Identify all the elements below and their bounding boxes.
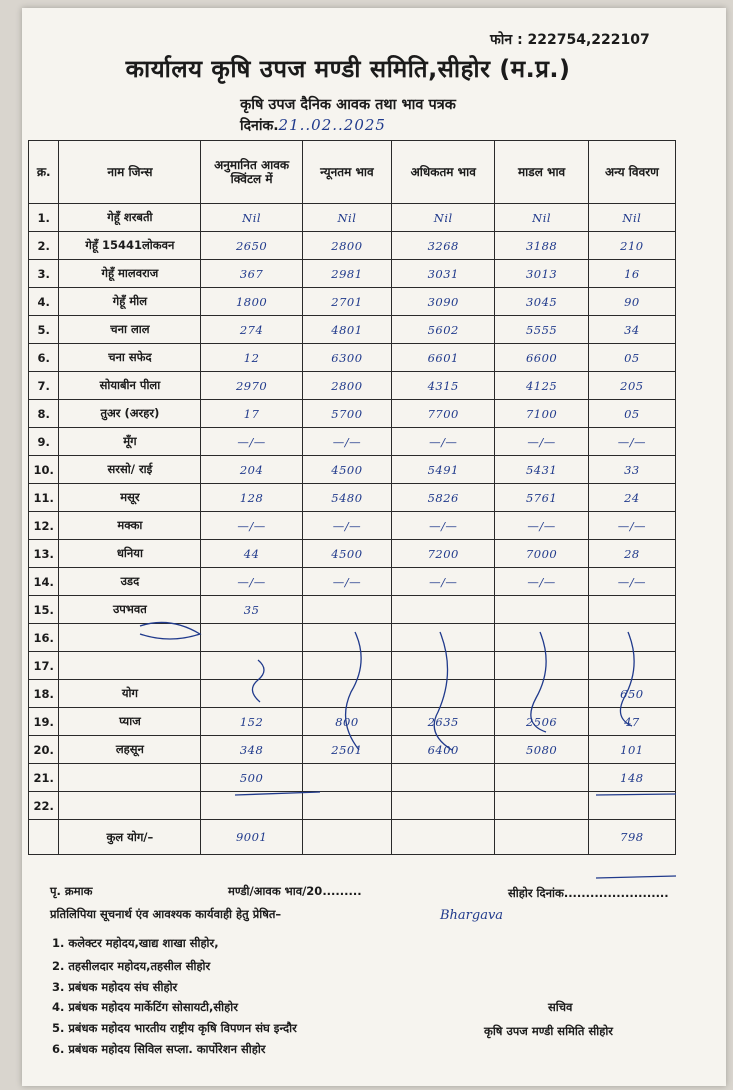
row-arrival: —/—	[201, 568, 302, 596]
row-max: 6601	[392, 344, 495, 372]
row-max: 6400	[392, 736, 495, 764]
row-other: 90	[588, 288, 675, 316]
date-value: 21..02..2025	[278, 116, 386, 134]
sehore-date: सीहोर दिनांक........................	[508, 886, 669, 900]
row-other	[588, 596, 675, 624]
row-modal	[495, 764, 588, 792]
row-arrival: 2650	[201, 232, 302, 260]
row-modal: 3013	[495, 260, 588, 288]
row-sno: 21.	[29, 764, 59, 792]
row-other: 650	[588, 680, 675, 708]
row-modal: 4125	[495, 372, 588, 400]
row-modal: 5080	[495, 736, 588, 764]
row-name: चना सफेद	[59, 344, 201, 372]
row-other: 205	[588, 372, 675, 400]
total-sno	[29, 820, 59, 855]
row-min: 2800	[302, 372, 391, 400]
table-row	[29, 596, 676, 624]
arrival-price-table	[28, 140, 676, 855]
row-name: प्याज	[59, 708, 201, 736]
recipient-5: 5. प्रबंधक महोदय भारतीय राष्ट्रीय कृषि विपणन संघ इन्दौर	[52, 1021, 297, 1035]
row-min: 2701	[302, 288, 391, 316]
row-other: 05	[588, 400, 675, 428]
row-sno: 2.	[29, 232, 59, 260]
row-max: 3090	[392, 288, 495, 316]
total-arrival: 9001	[201, 820, 302, 855]
row-name: उडद	[59, 568, 201, 596]
table-row	[29, 344, 676, 372]
row-name: चना लाल	[59, 316, 201, 344]
row-min: 2800	[302, 232, 391, 260]
row-name	[59, 764, 201, 792]
row-min: 4801	[302, 316, 391, 344]
row-max: Nil	[392, 204, 495, 232]
table-row	[29, 400, 676, 428]
row-modal	[495, 792, 588, 820]
secretary-label: सचिव	[548, 1000, 573, 1014]
col-max: अधिकतम भाव	[392, 141, 495, 204]
table-row	[29, 764, 676, 792]
row-arrival: 204	[201, 456, 302, 484]
row-arrival: —/—	[201, 428, 302, 456]
row-other: 47	[588, 708, 675, 736]
row-max: 3031	[392, 260, 495, 288]
row-arrival: —/—	[201, 512, 302, 540]
table-row	[29, 652, 676, 680]
row-min	[302, 596, 391, 624]
table-row	[29, 232, 676, 260]
row-other: 101	[588, 736, 675, 764]
total-label: कुल योग/–	[59, 820, 201, 855]
row-name: मसूर	[59, 484, 201, 512]
row-name	[59, 652, 201, 680]
col-arrival: अनुमानित आवक क्विंटल में	[201, 141, 302, 204]
row-modal	[495, 680, 588, 708]
row-other: 28	[588, 540, 675, 568]
copy-note: प्रतिलिपिया सूचनार्थ एंव आवश्यक कार्यवाही हेतु प्रेषित–	[50, 907, 282, 921]
row-max	[392, 596, 495, 624]
total-other: 798	[588, 820, 675, 855]
row-sno: 16.	[29, 624, 59, 652]
row-sno: 10.	[29, 456, 59, 484]
row-max: 5491	[392, 456, 495, 484]
table-row	[29, 204, 676, 232]
row-arrival: 44	[201, 540, 302, 568]
row-min: 2501	[302, 736, 391, 764]
row-sno: 22.	[29, 792, 59, 820]
row-modal: 5761	[495, 484, 588, 512]
row-min	[302, 792, 391, 820]
recipient-4: 4. प्रबंधक महोदय मार्केटिंग सोसायटी,सीहोर	[52, 1000, 238, 1014]
row-modal: 7000	[495, 540, 588, 568]
row-other: 16	[588, 260, 675, 288]
row-name: योग	[59, 680, 201, 708]
row-sno: 19.	[29, 708, 59, 736]
table-header-row	[29, 141, 676, 204]
recipient-2: 2. तहसीलदार महोदय,तहसील सीहोर	[52, 959, 211, 973]
row-modal: 5555	[495, 316, 588, 344]
table-row	[29, 736, 676, 764]
row-min: 6300	[302, 344, 391, 372]
row-name: गेहूँ मालवराज	[59, 260, 201, 288]
row-name: लहसून	[59, 736, 201, 764]
row-min: 2981	[302, 260, 391, 288]
row-sno: 18.	[29, 680, 59, 708]
row-max: 5826	[392, 484, 495, 512]
row-modal	[495, 624, 588, 652]
row-other: —/—	[588, 568, 675, 596]
row-other	[588, 652, 675, 680]
row-min	[302, 624, 391, 652]
date-label: दिनांक.	[240, 118, 279, 134]
row-max: 7700	[392, 400, 495, 428]
total-min	[302, 820, 391, 855]
table-row	[29, 456, 676, 484]
row-modal: Nil	[495, 204, 588, 232]
row-arrival: 128	[201, 484, 302, 512]
row-min: Nil	[302, 204, 391, 232]
row-arrival: 1800	[201, 288, 302, 316]
signature: Bhargava	[440, 908, 504, 923]
date-line	[240, 116, 386, 135]
row-modal: —/—	[495, 512, 588, 540]
row-max: —/—	[392, 568, 495, 596]
phone-numbers: फोन : 222754,222107	[490, 32, 650, 48]
row-max: —/—	[392, 512, 495, 540]
row-other: 05	[588, 344, 675, 372]
total-max	[392, 820, 495, 855]
row-sno: 11.	[29, 484, 59, 512]
table-row	[29, 568, 676, 596]
row-name: गेहूँ शरबती	[59, 204, 201, 232]
row-arrival	[201, 624, 302, 652]
row-name: मक्का	[59, 512, 201, 540]
row-name: उपभवत	[59, 596, 201, 624]
total-modal	[495, 820, 588, 855]
row-sno: 14.	[29, 568, 59, 596]
row-sno: 8.	[29, 400, 59, 428]
row-modal: —/—	[495, 568, 588, 596]
row-max: 7200	[392, 540, 495, 568]
row-other: —/—	[588, 428, 675, 456]
table-row	[29, 540, 676, 568]
row-other: 24	[588, 484, 675, 512]
recipient-6: 6. प्रबंधक महोदय सिविल सप्ला. कार्पोरेशन सीहोर	[52, 1042, 266, 1056]
col-modal: माडल भाव	[495, 141, 588, 204]
row-min: 5480	[302, 484, 391, 512]
row-sno: 12.	[29, 512, 59, 540]
row-modal: 7100	[495, 400, 588, 428]
total-row	[29, 820, 676, 855]
row-max	[392, 652, 495, 680]
row-modal: —/—	[495, 428, 588, 456]
row-name: मूँग	[59, 428, 201, 456]
office-title: कार्यालय कृषि उपज मण्डी समिति,सीहोर (म.प्र.)	[125, 55, 571, 83]
row-arrival	[201, 680, 302, 708]
row-arrival: 2970	[201, 372, 302, 400]
row-arrival: 17	[201, 400, 302, 428]
row-arrival	[201, 792, 302, 820]
row-arrival: 500	[201, 764, 302, 792]
row-min: 4500	[302, 540, 391, 568]
row-arrival	[201, 652, 302, 680]
mandi-ref: मण्डी/आवक भाव/20.........	[228, 884, 362, 898]
row-min: 800	[302, 708, 391, 736]
row-min	[302, 764, 391, 792]
table-row	[29, 260, 676, 288]
row-max	[392, 792, 495, 820]
row-arrival: 367	[201, 260, 302, 288]
row-max	[392, 680, 495, 708]
row-name	[59, 624, 201, 652]
row-other	[588, 624, 675, 652]
row-min	[302, 652, 391, 680]
table-row	[29, 624, 676, 652]
table-row	[29, 792, 676, 820]
row-min: 4500	[302, 456, 391, 484]
table-row	[29, 428, 676, 456]
row-max: 5602	[392, 316, 495, 344]
row-min: 5700	[302, 400, 391, 428]
row-max: —/—	[392, 428, 495, 456]
report-subtitle: कृषि उपज दैनिक आवक तथा भाव पत्रक	[240, 97, 456, 113]
row-modal	[495, 596, 588, 624]
row-other: —/—	[588, 512, 675, 540]
table-row	[29, 288, 676, 316]
row-modal: 5431	[495, 456, 588, 484]
row-sno: 1.	[29, 204, 59, 232]
ref-label: पृ. क्रमाक	[50, 884, 93, 898]
row-name: गेहूँ 15441लोकवन	[59, 232, 201, 260]
row-arrival: 35	[201, 596, 302, 624]
row-max: 4315	[392, 372, 495, 400]
recipient-1: 1. कलेक्टर महोदय,खाद्य शाखा सीहोर,	[52, 936, 219, 950]
row-modal: 3045	[495, 288, 588, 316]
row-sno: 15.	[29, 596, 59, 624]
row-name: गेहूँ मील	[59, 288, 201, 316]
table-row	[29, 680, 676, 708]
row-other: 33	[588, 456, 675, 484]
row-other: 34	[588, 316, 675, 344]
row-other: 210	[588, 232, 675, 260]
table-row	[29, 372, 676, 400]
row-arrival: 12	[201, 344, 302, 372]
row-max	[392, 624, 495, 652]
row-name: सरसो/ राई	[59, 456, 201, 484]
row-max: 2635	[392, 708, 495, 736]
row-sno: 6.	[29, 344, 59, 372]
row-min	[302, 680, 391, 708]
row-sno: 3.	[29, 260, 59, 288]
row-sno: 5.	[29, 316, 59, 344]
row-min: —/—	[302, 568, 391, 596]
row-arrival: 274	[201, 316, 302, 344]
row-name: तुअर (अरहर)	[59, 400, 201, 428]
recipient-3: 3. प्रबंधक महोदय संघ सीहोर	[52, 980, 178, 994]
row-arrival: Nil	[201, 204, 302, 232]
row-sno: 4.	[29, 288, 59, 316]
row-min: —/—	[302, 512, 391, 540]
row-sno: 17.	[29, 652, 59, 680]
table-row	[29, 484, 676, 512]
row-sno: 20.	[29, 736, 59, 764]
row-sno: 7.	[29, 372, 59, 400]
table-row	[29, 708, 676, 736]
row-arrival: 348	[201, 736, 302, 764]
row-name	[59, 792, 201, 820]
row-other	[588, 792, 675, 820]
row-sno: 9.	[29, 428, 59, 456]
row-modal: 6600	[495, 344, 588, 372]
row-modal: 3188	[495, 232, 588, 260]
row-other: Nil	[588, 204, 675, 232]
row-max	[392, 764, 495, 792]
row-modal	[495, 652, 588, 680]
table-row	[29, 512, 676, 540]
row-name: धनिया	[59, 540, 201, 568]
row-name: सोयाबीन पीला	[59, 372, 201, 400]
row-max: 3268	[392, 232, 495, 260]
table-row	[29, 316, 676, 344]
row-min: —/—	[302, 428, 391, 456]
row-arrival: 152	[201, 708, 302, 736]
row-modal: 2506	[495, 708, 588, 736]
col-other: अन्य विवरण	[588, 141, 675, 204]
col-sno: क्र.	[29, 141, 59, 204]
row-sno: 13.	[29, 540, 59, 568]
col-name: नाम जिन्स	[59, 141, 201, 204]
row-other: 148	[588, 764, 675, 792]
committee-label: कृषि उपज मण्डी समिति सीहोर	[484, 1024, 614, 1038]
col-min: न्यूनतम भाव	[302, 141, 391, 204]
